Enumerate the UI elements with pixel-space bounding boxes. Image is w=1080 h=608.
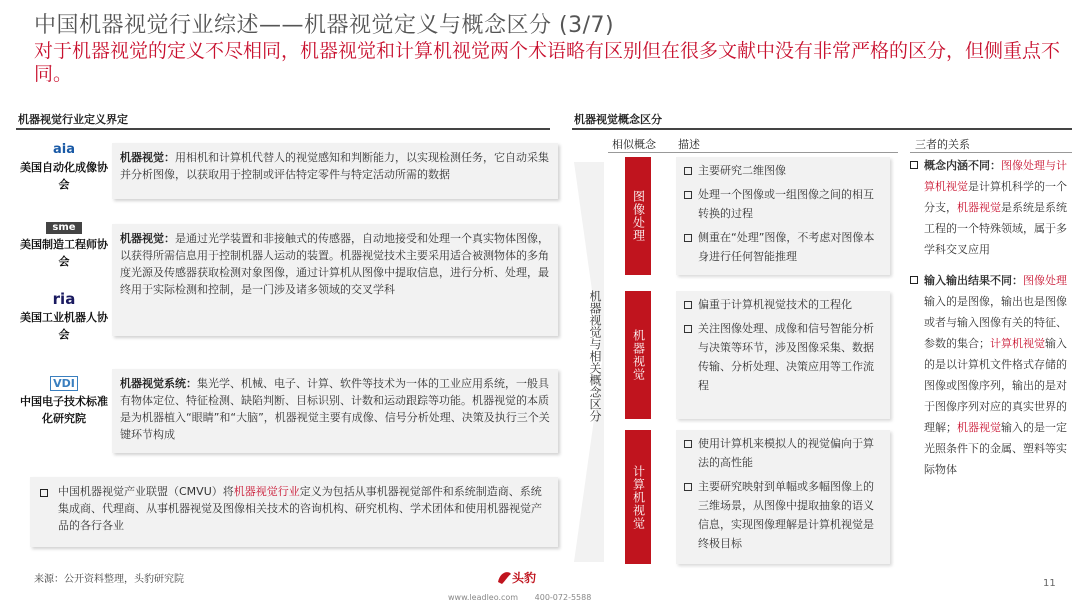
bullet-icon (684, 167, 692, 175)
relation-item: 输入输出结果不同：图像处理输入的是图像，输出也是图像或者与输入图像有关的特征、参数的集合；计算机视觉输入的是以计算机文件格式存储的图像或图像序列，输出的是对于图像序列对应的真实世界的理解；机器视觉输入的是一定光照条件下的金属、塑料等实际物体 (910, 270, 1072, 480)
bullet-icon (684, 440, 692, 448)
list-item: 主要研究二维图像 (682, 161, 884, 180)
cmvu-box: 中国机器视觉产业联盟（CMVU）将机器视觉行业定义为包括从事机器视觉部件和系统制造商、系统集成商、代理商、从事机器视觉及图像相关技术的咨询机构、研究机构、学术团体和使用机器视觉产品的各行各业 (30, 477, 558, 547)
org-name: 美国自动化成像协会 (20, 161, 108, 191)
sme-logo: sme (46, 222, 82, 234)
brand-name: 头豹 (512, 570, 537, 585)
org-name: 美国工业机器人协会 (20, 311, 108, 341)
list-item: 主要研究映射到单幅或多幅图像上的三维场景，从图像中提取抽象的语义信息，实现图像理解是计算机视觉是终极目标 (682, 477, 884, 553)
definition-text: 是通过光学装置和非接触式的传感器，自动地接受和处理一个真实物体图像，以获得所需信息用于控制机器人运动的装置。机器视觉技术主要采用适合被测物体的多角度光源及传感器获取检测对象图像，通过计算机从图像中提取信息，进行分析、处理，最终用于实际检测和控制，是一门涉及诸多领域的交叉学科 (120, 232, 549, 296)
col-rule (910, 152, 1072, 153)
concept-desc (676, 430, 890, 564)
list-item: 关注图像处理、成像和信号智能分析与决策等环节，涉及图像采集、数据传输、分析处理、决策应用等工作流程 (682, 319, 884, 395)
bullet-icon (684, 191, 692, 199)
bullet-icon (684, 325, 692, 333)
leopard-icon (496, 568, 512, 586)
left-heading-rule (16, 128, 550, 130)
concept-desc (676, 157, 890, 275)
vdi-logo: VDI (50, 376, 78, 391)
bullet-icon (684, 234, 692, 242)
relation-block (910, 155, 1072, 480)
aia-logo: aia (52, 142, 75, 157)
col-header-concept: 相似概念 (612, 138, 656, 151)
definition-text: 用相机和计算机代替人的视觉感知和判断能力，以实现检测任务，它自动采集并分析图像，以获取用于控制或评估特定零件与特定活动所需的数据 (120, 151, 549, 181)
org-ria (18, 291, 110, 343)
definition-box: 机器视觉系统：集光学、机械、电子、计算、软件等技术为一体的工业应用系统，一般具有物体定位、特征检测、缺陷判断、目标识别、计数和运动跟踪等功能。机器视觉的本质是为机器植入“眼睛”和“大脑”，机器视觉主要有成像、信号分析处理、决策及执行三个关键环节构成 (112, 369, 558, 453)
concept-label-computer-vision: 计算机视觉 (625, 430, 651, 564)
col-rule (608, 152, 898, 153)
page-subtitle: 对于机器视觉的定义不尽相同，机器视觉和计算机视觉两个术语略有区别但在很多文献中没有非常严格的区分，但侧重点不同。 (34, 40, 1061, 85)
org-name: 美国制造工程师协会 (20, 238, 108, 268)
right-heading-rule (572, 128, 1072, 130)
concept-label-image-processing: 图像处理 (625, 157, 651, 275)
col-header-relation: 三者的关系 (915, 138, 970, 151)
page-title: 中国机器视觉行业综述——机器视觉定义与概念区分 (3/7) (34, 13, 615, 38)
concept-desc (676, 291, 890, 419)
list-item: 处理一个图像或一组图像之间的相互转换的过程 (682, 185, 884, 223)
relation-item: 概念内涵不同：图像处理与计算机视觉是计算机科学的一个分支，机器视觉是系统是系统工程的一个特殊领域，属于多学科交叉应用 (910, 155, 1072, 260)
bullet-icon (40, 489, 48, 497)
brand-logo (496, 565, 536, 589)
right-section-heading: 机器视觉概念区分 (574, 113, 662, 126)
bullet-icon (910, 276, 918, 284)
list-item: 侧重在“处理”图像，不考虑对图像本身进行任何智能推理 (682, 228, 884, 266)
ria-logo: ria (52, 290, 76, 308)
definition-text: 集光学、机械、电子、计算、软件等技术为一体的工业应用系统，一般具有物体定位、特征检测、缺陷判断、目标识别、计数和运动跟踪等功能。机器视觉的本质是为机器植入“眼睛”和“大脑”，机器视觉主要有成像、信号分析处理、决策及执行三个关键环节构成 (120, 377, 550, 441)
org-sme (18, 222, 110, 270)
footer-contact (448, 593, 591, 602)
definition-label: 机器视觉 (120, 151, 164, 164)
definition-label: 机器视觉 (120, 232, 164, 245)
concept-label-machine-vision: 机器视觉 (625, 291, 651, 419)
source-note: 来源：公开资料整理，头豹研究院 (34, 574, 184, 585)
list-item: 使用计算机来模拟人的视觉偏向于算法的高性能 (682, 434, 884, 472)
org-cesi (18, 376, 110, 427)
phone: 400-072-5588 (534, 593, 592, 602)
web-link[interactable]: www.leadleo.com (448, 593, 519, 602)
bullet-icon (910, 161, 918, 169)
col-header-desc: 描述 (678, 138, 700, 151)
bullet-icon (684, 301, 692, 309)
definition-box: 机器视觉：用相机和计算机代替人的视觉感知和判断能力，以实现检测任务，它自动采集并分析图像，以获取用于控制或评估特定零件与特定活动所需的数据 (112, 143, 558, 199)
list-item: 偏重于计算机视觉技术的工程化 (682, 295, 884, 314)
page-number: 11 (1043, 578, 1056, 589)
org-name: 中国电子技术标准化研究院 (20, 395, 108, 425)
org-aia (18, 143, 110, 193)
bullet-icon (684, 483, 692, 491)
definition-box: 机器视觉：是通过光学装置和非接触式的传感器，自动地接受和处理一个真实物体图像，以获得所需信息用于控制机器人运动的装置。机器视觉技术主要采用适合被测物体的多角度光源及传感器获取检测对象图像，通过计算机从图像中提取信息，进行分析、处理，最终用于实际检测和控制，是一门涉及诸多领域的交叉学科 (112, 224, 558, 336)
definition-label: 机器视觉系统 (120, 377, 186, 390)
side-label: 机器视觉与相关概念区分 (588, 290, 602, 422)
left-section-heading: 机器视觉行业定义界定 (18, 113, 128, 126)
